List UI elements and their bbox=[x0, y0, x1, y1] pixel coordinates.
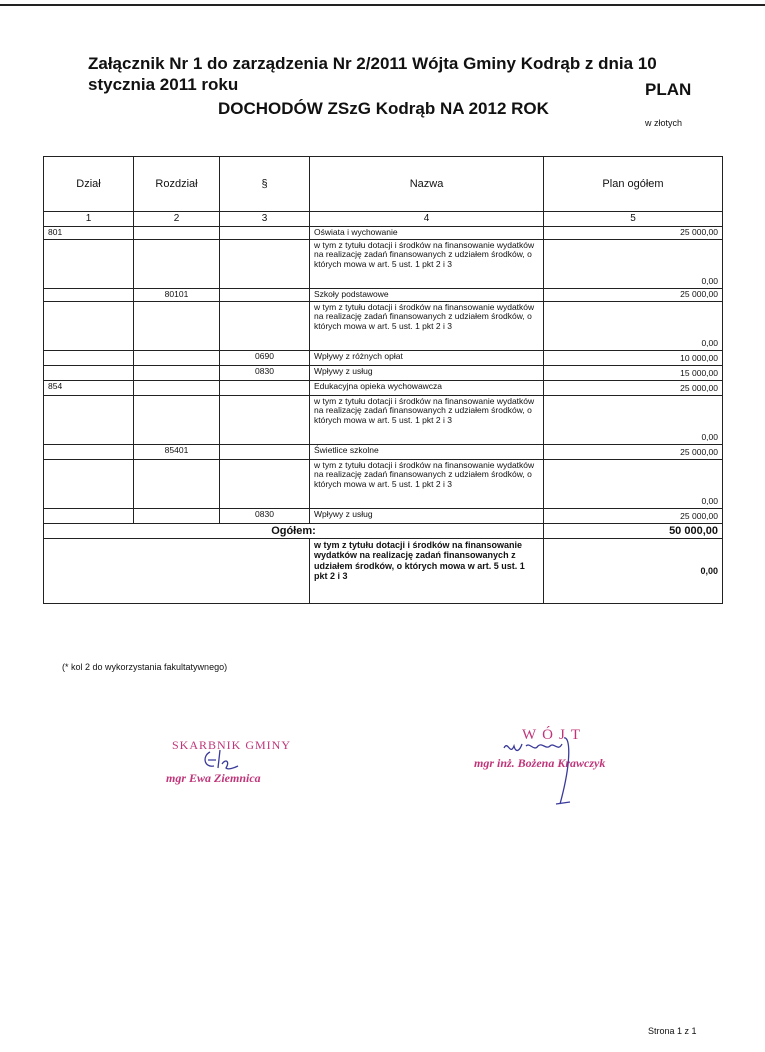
cell-plan: 25 000,00 bbox=[544, 444, 723, 459]
table-row bbox=[44, 508, 723, 523]
cell-dzial: 801 bbox=[44, 226, 134, 239]
cell-rozdzial bbox=[134, 301, 220, 350]
table-row bbox=[44, 444, 723, 459]
col-header-rozdzial: Rozdział bbox=[134, 157, 220, 212]
cell-rozdzial bbox=[134, 239, 220, 288]
cell-plan: 15 000,00 bbox=[544, 365, 723, 380]
cell-paragraf bbox=[220, 380, 310, 395]
treasurer-stamp-name: mgr Ewa Ziemnica bbox=[166, 771, 261, 785]
column-number-row bbox=[44, 212, 723, 227]
cell-nazwa: Oświata i wychowanie bbox=[310, 226, 544, 239]
mayor-stamp-name: mgr inż. Bożena Krawczyk bbox=[474, 756, 606, 770]
cell-rozdzial bbox=[134, 226, 220, 239]
total-label: Ogółem: bbox=[44, 523, 544, 539]
cell-plan: 25 000,00 bbox=[544, 288, 723, 301]
page-number: Strona 1 z 1 bbox=[648, 1026, 697, 1036]
final-row bbox=[44, 539, 723, 604]
treasurer-signature bbox=[198, 748, 242, 778]
total-value: 50 000,00 bbox=[544, 523, 723, 539]
col-number: 4 bbox=[310, 212, 544, 227]
table-row bbox=[44, 301, 723, 350]
cell-paragraf: 0690 bbox=[220, 350, 310, 365]
cell-dzial bbox=[44, 365, 134, 380]
col-number: 2 bbox=[134, 212, 220, 227]
final-value: 0,00 bbox=[544, 539, 723, 604]
col-header-dzial: Dział bbox=[44, 157, 134, 212]
col-number: 5 bbox=[544, 212, 723, 227]
cell-rozdzial bbox=[134, 350, 220, 365]
col-number: 3 bbox=[220, 212, 310, 227]
table-row bbox=[44, 288, 723, 301]
cell-paragraf bbox=[220, 444, 310, 459]
table-row bbox=[44, 395, 723, 444]
cell-nazwa: w tym z tytułu dotacji i środków na finansowanie wydatków na realizację zadań finansowanych z udziałem środków, o których mowa w art. 5 ust. 1 pkt 2 i 3 bbox=[310, 459, 544, 508]
mayor-signature bbox=[500, 730, 590, 810]
col-header-nazwa: Nazwa bbox=[310, 157, 544, 212]
empty-cell bbox=[44, 539, 310, 604]
col-header-paragraf: § bbox=[220, 157, 310, 212]
cell-dzial bbox=[44, 301, 134, 350]
cell-nazwa: w tym z tytułu dotacji i środków na finansowanie wydatków na realizację zadań finansowanych z udziałem środków, o których mowa w art. 5 ust. 1 pkt 2 i 3 bbox=[310, 239, 544, 288]
cell-nazwa: w tym z tytułu dotacji i środków na finansowanie wydatków na realizację zadań finansowanych z udziałem środków, o których mowa w art. 5 ust. 1 pkt 2 i 3 bbox=[310, 395, 544, 444]
header-line-2: stycznia 2011 roku bbox=[88, 75, 239, 94]
cell-dzial bbox=[44, 444, 134, 459]
cell-rozdzial bbox=[134, 395, 220, 444]
unit-label: w złotych bbox=[645, 118, 683, 128]
cell-plan: 0,00 bbox=[544, 395, 723, 444]
cell-nazwa: Edukacyjna opieka wychowawcza bbox=[310, 380, 544, 395]
cell-dzial bbox=[44, 459, 134, 508]
cell-nazwa: Świetlice szkolne bbox=[310, 444, 544, 459]
cell-rozdzial bbox=[134, 380, 220, 395]
treasurer-stamp-title: SKARBNIK GMINY bbox=[172, 738, 292, 752]
cell-dzial bbox=[44, 395, 134, 444]
cell-rozdzial bbox=[134, 508, 220, 523]
cell-paragraf bbox=[220, 301, 310, 350]
table-row bbox=[44, 350, 723, 365]
col-number: 1 bbox=[44, 212, 134, 227]
cell-rozdzial bbox=[134, 365, 220, 380]
cell-rozdzial: 85401 bbox=[134, 444, 220, 459]
table-row bbox=[44, 365, 723, 380]
table-row bbox=[44, 239, 723, 288]
top-border-line bbox=[0, 4, 765, 6]
cell-plan: 0,00 bbox=[544, 459, 723, 508]
mayor-stamp-title: WÓJT bbox=[522, 727, 586, 743]
cell-dzial: 854 bbox=[44, 380, 134, 395]
col-header-plan: Plan ogółem bbox=[544, 157, 723, 212]
cell-paragraf bbox=[220, 239, 310, 288]
cell-nazwa: Wpływy z usług bbox=[310, 508, 544, 523]
cell-plan: 25 000,00 bbox=[544, 226, 723, 239]
cell-rozdzial bbox=[134, 459, 220, 508]
cell-paragraf: 0830 bbox=[220, 365, 310, 380]
cell-plan: 25 000,00 bbox=[544, 508, 723, 523]
cell-plan: 0,00 bbox=[544, 301, 723, 350]
cell-nazwa: w tym z tytułu dotacji i środków na finansowanie wydatków na realizację zadań finansowanych z udziałem środków, o których mowa w art. 5 ust. 1 pkt 2 i 3 bbox=[310, 301, 544, 350]
cell-plan: 0,00 bbox=[544, 239, 723, 288]
cell-dzial bbox=[44, 288, 134, 301]
cell-nazwa: Szkoły podstawowe bbox=[310, 288, 544, 301]
cell-dzial bbox=[44, 350, 134, 365]
cell-dzial bbox=[44, 239, 134, 288]
final-description: w tym z tytułu dotacji i środków na finansowanie wydatków na realizację zadań finansowanych z udziałem środków, o których mowa w art. 5 ust. 1 pkt 2 i 3 bbox=[310, 539, 544, 604]
document-title: DOCHODÓW ZSzG Kodrąb NA 2012 ROK bbox=[218, 99, 549, 118]
table-header-row bbox=[44, 157, 723, 212]
cell-plan: 25 000,00 bbox=[544, 380, 723, 395]
cell-paragraf bbox=[220, 226, 310, 239]
cell-paragraf bbox=[220, 459, 310, 508]
footnote: (* kol 2 do wykorzystania fakultatywnego) bbox=[62, 662, 228, 672]
cell-nazwa: Wpływy z różnych opłat bbox=[310, 350, 544, 365]
cell-paragraf: 0830 bbox=[220, 508, 310, 523]
cell-dzial bbox=[44, 508, 134, 523]
plan-heading: PLAN bbox=[645, 80, 692, 99]
cell-paragraf bbox=[220, 395, 310, 444]
table-row bbox=[44, 226, 723, 239]
cell-plan: 10 000,00 bbox=[544, 350, 723, 365]
total-row bbox=[44, 523, 723, 539]
cell-paragraf bbox=[220, 288, 310, 301]
revenue-plan-table bbox=[43, 156, 723, 604]
table-row bbox=[44, 459, 723, 508]
cell-rozdzial: 80101 bbox=[134, 288, 220, 301]
table-row bbox=[44, 380, 723, 395]
cell-nazwa: Wpływy z usług bbox=[310, 365, 544, 380]
header-line-1: Załącznik Nr 1 do zarządzenia Nr 2/2011 Wójta Gminy Kodrąb z dnia 10 bbox=[88, 54, 657, 73]
